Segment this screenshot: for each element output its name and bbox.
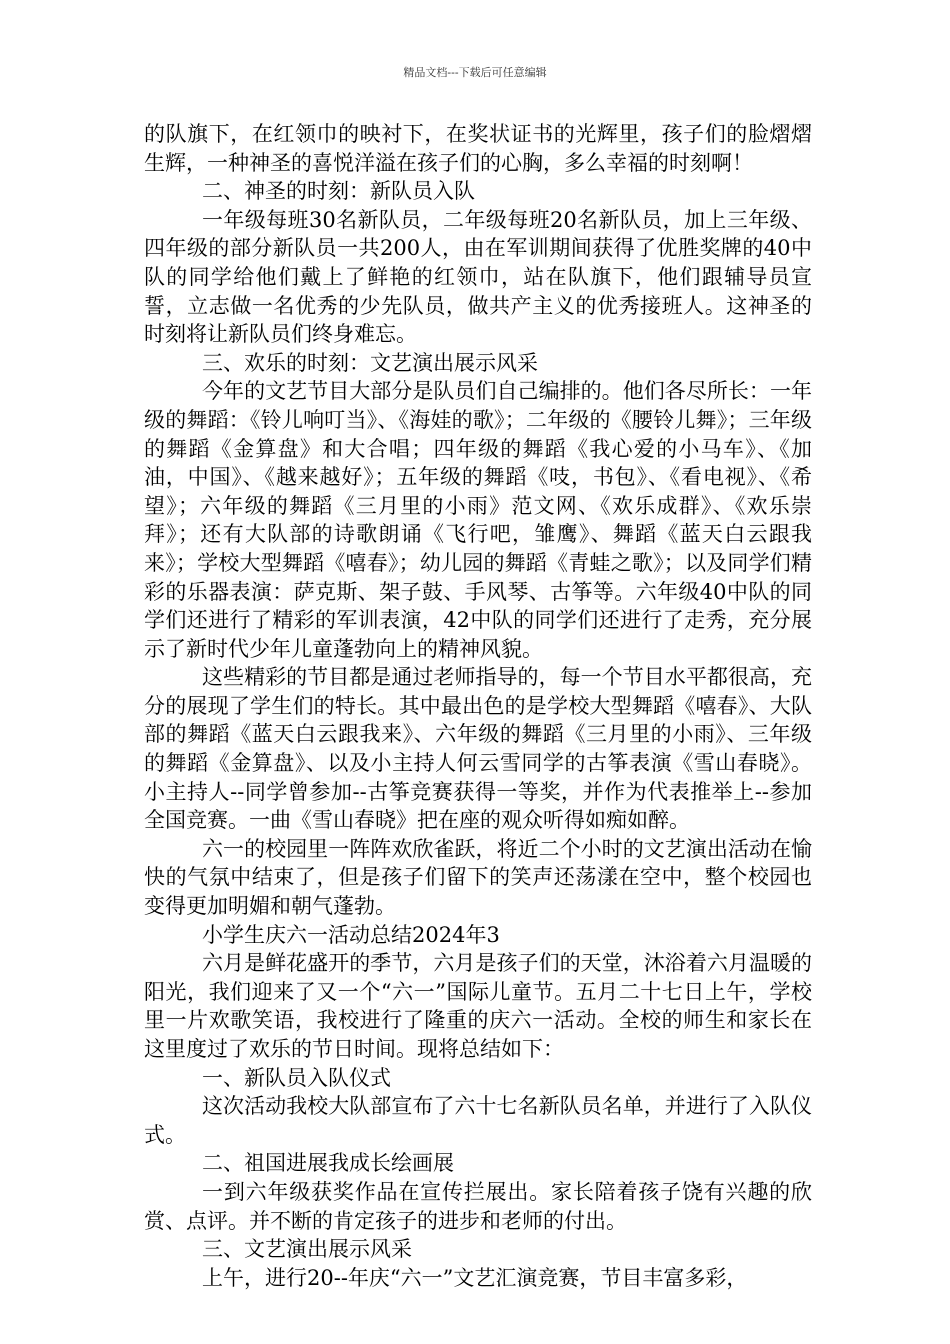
paragraph: 今年的文艺节目大部分是队员们自己编排的。他们各尽所长：一年级的舞蹈：《铃儿响叮当》、《海娃的歌》；二年级的《腰铃儿舞》；三年级的舞蹈《金算盘》和大合唱；四年级的舞蹈《我心爱的小马车》、《加油，中国》、《越来越好》；五年级的舞蹈《吱，书包》、《看电视》、《希望》；六年级的舞蹈《三月里的小雨》范文网、《欢乐成群》、《欢乐崇拜》；还有大队部的诗歌朗诵《飞行吧，雏鹰》、舞蹈《蓝天白云跟我来》；学校大型舞蹈《嘻春》；幼儿园的舞蹈《青蛙之歌》；以及同学们精彩的乐器表演：萨克斯、架子鼓、手风琴、古筝等。六年级40中队的同学们还进行了精彩的军训表演，42中队的同学们还进行了走秀，充分展示了新时代少年儿童蓬勃向上的精神风貌。 [144, 379, 812, 661]
paragraph: 这些精彩的节目都是通过老师指导的，每一个节目水平都很高，充分的展现了学生们的特长。其中最出色的是学校大型舞蹈《嘻春》、大队部的舞蹈《蓝天白云跟我来》、六年级的舞蹈《三月里的小雨》、三年级的舞蹈《金算盘》、以及小主持人何云雪同学的古筝表演《雪山春晓》。小主持人--同学曾参加--古筝竞赛获得一等奖，并作为代表推举上--参加全国竞赛。一曲《雪山春晓》把在座的观众听得如痴如醉。 [144, 665, 812, 833]
document-body [144, 120, 812, 1292]
paragraph: 的队旗下，在红领巾的映衬下，在奖状证书的光辉里，孩子们的脸熠熠生辉，一种神圣的喜悦洋溢在孩子们的心胸，多么幸福的时刻啊！ [144, 122, 812, 175]
section-heading: 二、神圣的时刻：新队员入队 [202, 179, 475, 204]
paragraph: 一年级每班30名新队员，二年级每班20名新队员，加上三年级、四年级的部分新队员一共200人，由在军训期间获得了优胜奖牌的40中队的同学给他们戴上了鲜艳的红领巾，站在队旗下，他们跟辅导员宣誓，立志做一名优秀的少先队员，做共产主义的优秀接班人。这神圣的时刻将让新队员们终身难忘。 [144, 207, 812, 347]
paragraph: 六月是鲜花盛开的季节，六月是孩子们的天堂，沐浴着六月温暖的阳光，我们迎来了又一个“六一”国际儿童节。五月二十七日上午，学校里一片欢歌笑语，我校进行了隆重的庆六一活动。全校的师生和家长在这里度过了欢乐的节日时间。现将总结如下： [144, 951, 812, 1061]
section-heading: 二、祖国进展我成长绘画展 [202, 1151, 454, 1176]
paragraph: 一到六年级获奖作品在宣传拦展出。家长陪着孩子饶有兴趣的欣赏、点评。并不断的肯定孩子的进步和老师的付出。 [144, 1179, 812, 1233]
section-heading: 三、欢乐的时刻：文艺演出展示风采 [202, 350, 538, 375]
paragraph: 六一的校园里一阵阵欢欣雀跃，将近二个小时的文艺演出活动在愉快的气氛中结束了，但是孩子们留下的笑声还荡漾在空中，整个校园也变得更加明媚和朝气蓬勃。 [144, 836, 812, 919]
section-heading: 三、文艺演出展示风采 [202, 1237, 412, 1262]
page-header: 精品文档---下载后可任意编辑 [403, 66, 547, 79]
section-heading: 一、新队员入队仪式 [202, 1065, 391, 1090]
document-subtitle: 小学生庆六一活动总结2024年3 [202, 922, 500, 947]
paragraph: 上午，进行20--年庆“六一”文艺汇演竞赛，节目丰富多彩， [202, 1265, 748, 1290]
paragraph: 这次活动我校大队部宣布了六十七名新队员名单，并进行了入队仪式。 [144, 1094, 812, 1147]
